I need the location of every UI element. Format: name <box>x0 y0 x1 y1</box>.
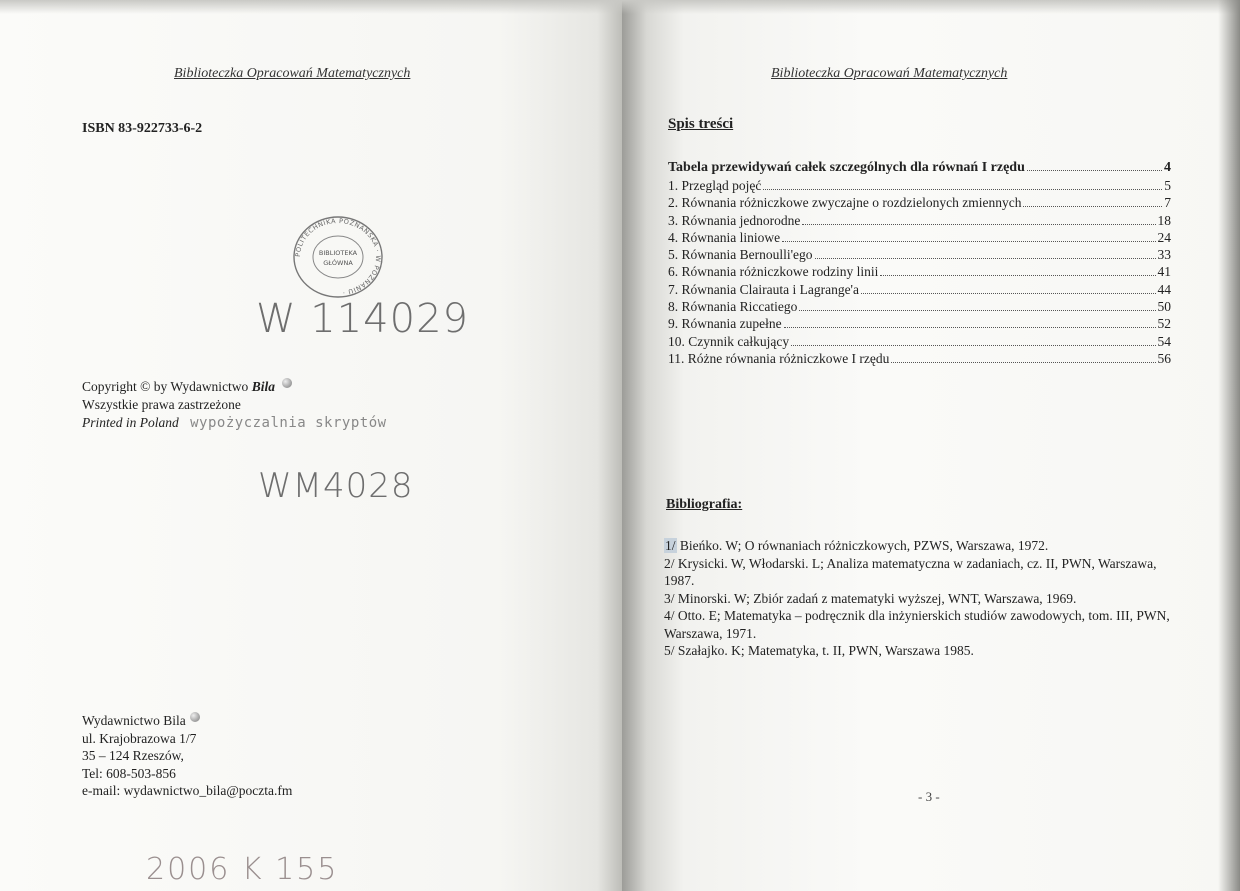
publisher-name: Bila <box>251 379 275 394</box>
entry-text: Szałajko. K; Matematyka, t. II, PWN, Warszawa 1985. <box>677 643 974 658</box>
toc-leader <box>861 284 1156 294</box>
toc-title: Spis treści <box>668 116 734 132</box>
isbn: ISBN 83-922733-6-2 <box>82 121 203 136</box>
toc-entry-page: 5 <box>1164 178 1171 193</box>
toc-entry <box>668 247 1171 264</box>
toc-entry <box>668 351 1171 368</box>
toc-entry-title: 6. Równania różniczkowe rodziny linii <box>668 264 879 280</box>
toc-entry <box>668 230 1171 247</box>
toc-entry-page: 50 <box>1157 299 1171 315</box>
entry-text: Minorski. W; Zbiór zadań z matematyki wyższej, WNT, Warszawa, 1969. <box>677 590 1077 606</box>
publisher-line-city: 35 – 124 Rzeszów, <box>82 748 184 763</box>
bibliography-list <box>664 537 1184 660</box>
toc-entry <box>668 213 1171 230</box>
entry-marker: 2/ <box>664 555 675 571</box>
left-page-header: Biblioteczka Opracowań Matematycznych <box>174 66 411 81</box>
page-number: - 3 - <box>918 789 940 804</box>
publisher-logo-icon <box>190 712 200 722</box>
toc-entry-title: 1. Przegląd pojęć <box>668 178 762 193</box>
toc-leader <box>891 353 1155 363</box>
toc-entry-title: 11. Różne równania różniczkowe I rzędu <box>668 350 890 366</box>
toc-entry-page: 44 <box>1157 281 1171 297</box>
table-of-contents <box>668 160 1171 368</box>
toc-leader <box>880 266 1155 276</box>
toc-entry-page: 52 <box>1157 316 1171 332</box>
toc-entry-page: 54 <box>1157 333 1171 349</box>
toc-leader <box>802 215 1155 225</box>
stamp-center-line2: GŁÓWNA <box>323 259 353 267</box>
bibliography-entry <box>664 642 1184 660</box>
publisher-line-name: Wydawnictwo Bila <box>82 713 186 728</box>
publisher-line-phone: Tel: 608-503-856 <box>82 765 176 781</box>
toc-leader <box>782 232 1155 242</box>
toc-entry <box>668 282 1171 299</box>
library-stamp-text: wypożyczalnia skryptów <box>190 415 387 431</box>
toc-entry-page: 4 <box>1164 160 1171 175</box>
toc-entry-title: 5. Równania Bernoulli'ego <box>668 247 813 263</box>
right-page-header: Biblioteczka Opracowań Matematycznych <box>771 66 1008 81</box>
toc-leader <box>784 318 1156 328</box>
right-page <box>622 0 1240 891</box>
publisher-line-street: ul. Krajobrazowa 1/7 <box>82 730 197 746</box>
entry-text: Bieńko. W; O równaniach różniczkowych, PZWS, Warszawa, 1972. <box>679 538 1049 553</box>
toc-leader <box>1023 197 1162 207</box>
copyright-prefix: Copyright © by Wydawnictwo <box>82 379 249 394</box>
toc-entry <box>668 178 1171 195</box>
toc-entry-page: 41 <box>1157 264 1171 280</box>
toc-entry <box>668 299 1171 316</box>
stamp-ring-text: POLITECHNIKA POZNAŃSKA · W POZNANIU · <box>293 216 383 297</box>
toc-entry <box>668 316 1171 333</box>
handwritten-number-3: 2006 K 155 <box>146 852 339 887</box>
rights-reserved: Wszystkie prawa zastrzeżone <box>82 397 241 412</box>
handwritten-number-2: WM4028 <box>258 466 414 506</box>
bibliography-entry <box>664 607 1184 642</box>
stamp-center-line1: BIBLIOTEKA <box>318 249 358 257</box>
toc-entry <box>668 160 1171 178</box>
entry-marker: 1/ <box>665 538 676 553</box>
entry-marker: 5/ <box>664 643 675 658</box>
toc-leader <box>763 180 1162 190</box>
toc-leader <box>1027 161 1162 171</box>
library-stamp-icon <box>287 212 389 302</box>
toc-entry-title: 9. Równania zupełne <box>668 316 782 332</box>
copyright-block <box>82 378 387 432</box>
toc-leader <box>799 301 1155 311</box>
publisher-address <box>82 712 292 800</box>
entry-text: Otto. E; Matematyka – podręcznik dla inżynierskich studiów zawodowych, tom. III, PWN, Warszawa, 1971. <box>664 608 1170 641</box>
top-shadow <box>0 0 1240 14</box>
bibliography-title: Bibliografia: <box>666 497 743 512</box>
bibliography-entry <box>664 590 1184 608</box>
handwritten-inventory-number: W 114029 <box>256 296 469 342</box>
printed-in: Printed in Poland <box>82 415 179 430</box>
right-edge-shadow <box>1218 0 1240 891</box>
publisher-logo-icon <box>282 378 292 388</box>
toc-entry-page: 33 <box>1157 247 1171 263</box>
entry-text: Krysicki. W, Włodarski. L; Analiza matematyczna w zadaniach, cz. II, PWN, Warszawa, 1987. <box>664 555 1157 588</box>
toc-leader <box>815 249 1156 259</box>
toc-entry-title: 4. Równania liniowe <box>668 229 781 245</box>
toc-entry-page: 7 <box>1164 195 1171 211</box>
toc-entry-title: 10. Czynnik całkujący <box>668 333 790 349</box>
toc-entry-title: 3. Równania jednorodne <box>668 212 801 228</box>
entry-marker: 4/ <box>664 608 675 623</box>
toc-leader <box>791 336 1155 346</box>
entry-marker: 3/ <box>664 590 675 606</box>
toc-entry-title: 7. Równania Clairauta i Lagrange'a <box>668 281 859 297</box>
toc-entry <box>668 264 1171 281</box>
toc-entry-title: 8. Równania Riccatiego <box>668 299 798 315</box>
publisher-line-email: e-mail: wydawnictwo_bila@poczta.fm <box>82 783 293 798</box>
bibliography-entry <box>664 537 1184 555</box>
toc-entry-title: 2. Równania różniczkowe zwyczajne o rozdzielonych zmiennych <box>668 195 1022 211</box>
toc-entry <box>668 195 1171 212</box>
toc-entry-page: 24 <box>1157 229 1171 245</box>
toc-entry-page: 56 <box>1157 350 1171 366</box>
toc-entry-title: Tabela przewidywań całek szczególnych dla równań I rzędu <box>668 160 1025 175</box>
toc-entry <box>668 334 1171 351</box>
toc-entry-page: 18 <box>1157 212 1171 228</box>
bibliography-entry <box>664 555 1184 590</box>
